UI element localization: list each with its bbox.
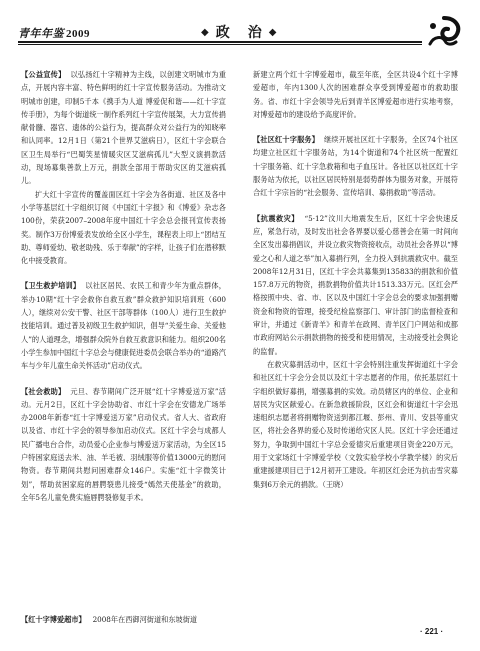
- paragraph-text: 在救灾募捐活动中，区红十字会特别注重发挥街道红十字会和社区红十字会分会员以及红十字志愿者的作用，依托基层红十字组织做好募捐，增强募捐的实效。动员辖区内的单位、企业和居民为灾区献爱心。在新急救援阶段，区红会和街道红十字会迅速组织志愿者将捐赠物资送到都江堰、彭州、青川、安县等重灾区，将社会各界的爱心及时传递给灾区人民。区红十字会还通过努力，争取到中国红十字总会爱德灾后重建项目资金220万元，用于文家场红十字博爱学校（文敦实验学校小学教学楼）的灾后重建援建项目已于12月初开工建设。年初区红会还为抗击雪灾募集到6万余元的捐款。（王晓）: [253, 359, 458, 489]
- header-rule-thin: [18, 44, 422, 45]
- paragraph: [253, 68, 458, 121]
- diamond-icon: ◆: [268, 27, 279, 38]
- paragraph-text: 以弘扬红十字精神为主线，以创建文明城市为重点，开展内容丰富、特色鲜明的红十字宣传服务活动。为推动文明城市创建，印制5千本《携手为人道 博爱促和谐——红十字宣传手册》，为每个街道统一制作系列红十字宣传展架，大力宣传捐献骨髓、器官、遗体的公益行为，提高群众对公益行为的知晓率和认同率。12月1日（第21个世界艾滋病日），区红十字会联合区卫生局举行“巴蜀笑星情暖灾区艾滋病孤儿”大型义演捐款活动，现场募集善款上万元，捐款全部用于帮助灾区的艾滋病孤儿。: [21, 70, 226, 186]
- page-header: [0, 0, 480, 50]
- paragraph: [21, 279, 226, 372]
- paragraph: [21, 385, 226, 505]
- paragraph-text: 2008年在西御河街道和东坡街道: [92, 615, 198, 624]
- paragraph-text: 继续开展社区红十字服务，全区74个社区均建立社区红十字服务站，为14个街道和74个社区统一配置红十字服务箱、红十字急救箱和电子血压计。各社区以社区红十字服务站为依托，以社区居民特别是弱势群体为服务对象，开展符合红十字宗旨的“社会服务、宣传培训、募捐救助”等活动。: [253, 135, 458, 198]
- paragraph: [253, 133, 458, 199]
- section-title: [196, 22, 283, 42]
- paragraph-heading: 【社区红十字服务】: [253, 135, 320, 145]
- left-column: [21, 68, 226, 504]
- paragraph-text: 元旦、春节期间广泛开展“红十字博爱送万家”活动。元月2日，区红十字会协助省、市红十字会在安德龙广场举办2008年新春“红十字博爱送万家”启动仪式。省人大、省政府以及省、市红十字会的领导参加启动仪式。区红十字会与成都人民广播电台合作，动员爱心企业参与博爱送万家活动，为全区15户特困家庭送去米、油、羊毛被、羽绒服等价值13000元的慰问物资。春节期间共慰问困难群众146户。实施“红十字微笑计划”，帮助贫困家庭的唇腭裂患儿接受“嫣然天使基金”的救助，全年5名儿童免费实施唇腭裂修复手术。: [21, 386, 226, 502]
- yearbook-title: [18, 25, 90, 41]
- paragraph-text: 以社区居民、农民工和青少年为重点群体，举办10期“红十字会救你自救互救”群众救护知识培训班（600人），继续对公安干警、社区干部等群体（100人）进行卫生救护技能培训。通过普及初级卫生救护知识，倡导“关爱生命、关爱他人”的人道理念，增强群众院外自救互救意识和能力。组织200名小学生参加中国红十字总会与健康促进委员会联合举办的“道路汽车与少年儿童生命关怀活动”启动仪式。: [21, 281, 226, 371]
- yearbook-name: 青年年鉴: [18, 28, 64, 40]
- header-rule: [18, 41, 422, 43]
- paragraph-text: “5·12”汶川大地震发生后，区红十字会快速反应，紧急行动，及时发出社会各界要以爱心慈善会在第一时间向全区发出募捐倡议，并设立救灾物资接收点，动员社会各界以“博爱之心和人道之举”加入募捐行列，全力投入到抗震救灾中。截至2008年12月31日，区红十字会共募集到135833的捐款和价值157.8万元的物资，捐款捐物价值共计1513.33万元。区红会严格按照中央、省、市、区以及中国红十字会总会的要求加强捐赠资金和物资的管理，接受纪检监察部门、审计部门的监督检查和审计，并通过《新青羊》和青羊在政网、青羊区门户网站和成都市政府网站公示捐款捐物的接受和使用情况，主动接受社会舆论的监督。: [253, 213, 458, 356]
- bottom-paragraph: [21, 613, 197, 626]
- diamond-icon: ◆: [201, 27, 211, 38]
- paragraph-heading: 【抗震救灾】: [253, 213, 299, 223]
- right-column: [253, 68, 458, 491]
- paragraph: [253, 212, 458, 358]
- section-name: 政 治: [215, 25, 264, 41]
- swirl-logo-icon: [424, 14, 464, 50]
- yearbook-year: 2009: [66, 28, 90, 40]
- paragraph: [253, 358, 458, 491]
- page-number: · 221 ·: [420, 627, 444, 636]
- paragraph-text: 新建立两个红十字博爱超市，截至年底，全区共设4个红十字博爱超市，年内1300人次的困难群众享受到博爱超市的救助服务。省、市红十字会领导先后到青羊区博爱超市进行实地考察，对博爱超市的建设给予高度评价。: [253, 70, 458, 119]
- paragraph: [21, 68, 226, 188]
- paragraph: [21, 188, 226, 268]
- paragraph-text: 扩大红十字宣传的覆盖面区红十字会为各街道、社区及各中小学等基层红十字组织订阅《中国红十字报》和《博爱》杂志各100份，荣获2007–2008年度中国红十字会总会报刊宣传表扬奖。制作3万份博爱表发放给全区小学生，课程表上印上“团结互助、尊师爱幼、敬老助残、乐于奉献”的字样，让孩子们在潜移默化中接受教育。: [21, 189, 226, 266]
- paragraph-heading: 【卫生救护培训】: [21, 281, 81, 291]
- paragraph-heading: 【公益宣传】: [21, 70, 66, 79]
- paragraph-heading: 【红十字博爱超市】: [21, 615, 86, 624]
- paragraph-heading: 【社会救助】: [21, 386, 66, 396]
